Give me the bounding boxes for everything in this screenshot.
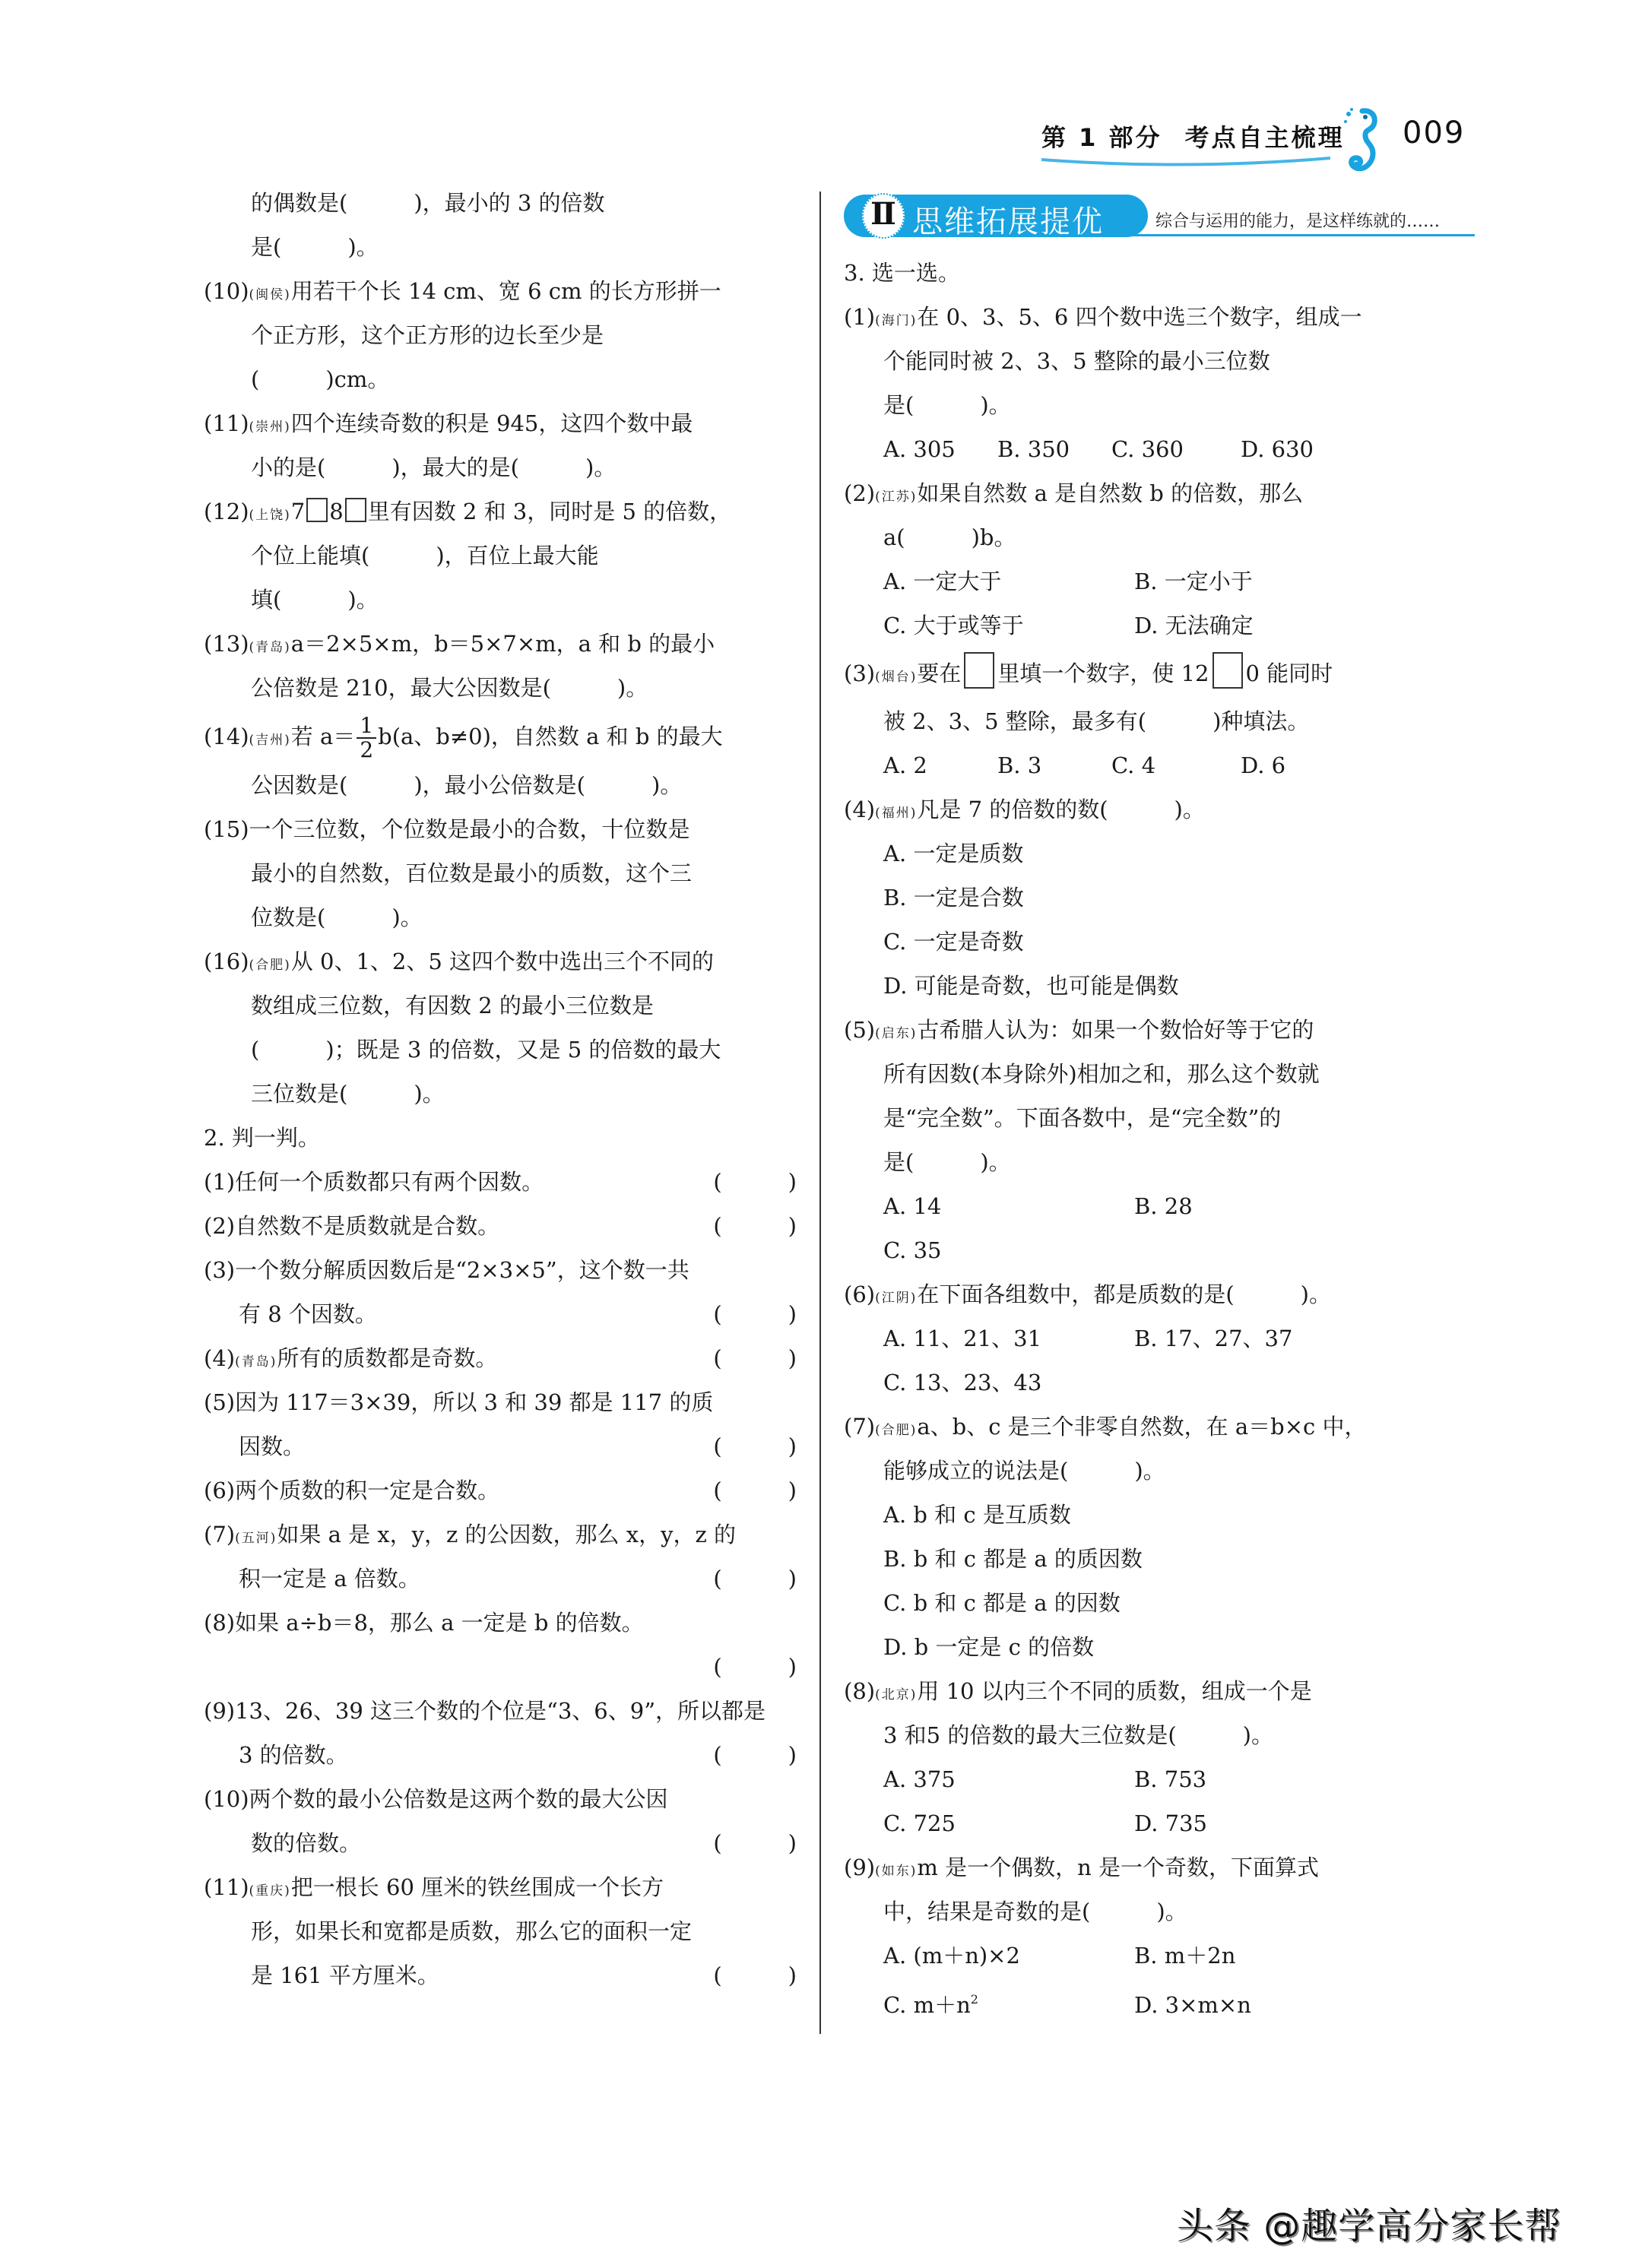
question-fill-10 xyxy=(204,269,797,401)
option-a[interactable]: A. 375 xyxy=(883,1766,956,1792)
page-header xyxy=(1041,114,1467,167)
choice-question-8 xyxy=(844,1669,1444,1845)
answer-bracket[interactable]: ( ) xyxy=(713,1169,797,1195)
choice-question-7 xyxy=(844,1405,1444,1669)
question-text: 如果 a÷b＝8，那么 a 一定是 b 的倍数。 xyxy=(235,1610,644,1636)
question-source: (北京) xyxy=(875,1687,918,1703)
fraction-denominator: 2 xyxy=(360,737,374,762)
question-text: 任何一个质数都只有两个因数。 xyxy=(235,1169,544,1195)
judge-item-3 xyxy=(204,1248,797,1336)
question-number: (10) xyxy=(204,278,249,304)
question-text: 8 xyxy=(329,499,344,524)
question-number: (10) xyxy=(204,1786,249,1812)
banner-subtitle: 综合与运用的能力，是这样练就的…… xyxy=(1155,212,1441,231)
answer-bracket[interactable]: ( ) xyxy=(713,1566,797,1592)
choice-question-4 xyxy=(844,787,1444,1008)
question-source: (福州) xyxy=(875,806,918,821)
question-number: (11) xyxy=(204,1874,249,1900)
question-text: 自然数不是质数就是合数。 xyxy=(235,1213,500,1239)
question-text: 形，如果长和宽都是质数，那么它的面积一定 xyxy=(251,1918,693,1944)
question-fill-15 xyxy=(204,807,797,939)
question-source: (上饶) xyxy=(249,508,291,523)
question-text: 是 161 平方厘米。 xyxy=(251,1962,439,1988)
question-text: a、b、c 是三个非零自然数，在 a＝b×c 中， xyxy=(917,1414,1367,1440)
section-title-choose: 3. 选一选。 xyxy=(844,260,960,286)
question-text: 3 和5 的倍数的最大三位数是( )。 xyxy=(883,1722,1273,1748)
answer-bracket[interactable]: ( ) xyxy=(713,1433,797,1459)
question-text: 若 a＝ xyxy=(290,724,356,749)
question-source: (合肥) xyxy=(875,1423,918,1438)
seahorse-icon xyxy=(1339,106,1382,175)
blank-box xyxy=(1212,652,1243,689)
option-d[interactable]: D. 735 xyxy=(1134,1810,1208,1836)
option-c-text: C. m＋n xyxy=(883,1992,971,2018)
section-banner xyxy=(844,195,1475,242)
question-text: 个能同时被 2、3、5 整除的最小三位数 xyxy=(883,348,1270,374)
question-text: 如果自然数 a 是自然数 b 的倍数，那么 xyxy=(917,480,1304,506)
question-number: (2) xyxy=(844,480,876,506)
question-number: (3) xyxy=(844,660,876,686)
option-c[interactable]: C. 13、23、43 xyxy=(883,1370,1042,1395)
fraction xyxy=(357,714,376,762)
question-text: 0 能同时 xyxy=(1245,660,1333,686)
choice-question-9 xyxy=(844,1845,1444,2022)
judge-item-4 xyxy=(204,1336,797,1380)
header-section: 考点自主梳理 xyxy=(1184,123,1345,152)
question-number: (9) xyxy=(204,1698,236,1724)
option-a[interactable]: A. (m＋n)×2 xyxy=(883,1943,1020,1969)
question-source: (江阴) xyxy=(875,1291,918,1306)
option-b[interactable]: B. 一定是合数 xyxy=(883,885,1024,911)
option-b[interactable]: B. 28 xyxy=(1134,1193,1193,1219)
question-text: 用 10 以内三个不同的质数，组成一个是 xyxy=(917,1678,1312,1704)
question-text: 所有因数(本身除外)相加之和，那么这个数就 xyxy=(883,1061,1320,1087)
question-text: 最小的自然数，百位数是最小的质数，这个三 xyxy=(251,860,693,886)
question-text: 一个数分解质因数后是“2×3×5”，这个数一共 xyxy=(235,1257,689,1283)
superscript: 2 xyxy=(970,1992,978,2007)
question-text: 用若干个长 14 cm、宽 6 cm 的长方形拼一 xyxy=(290,278,721,304)
judge-item-2 xyxy=(204,1204,797,1248)
question-text: 积一定是 a 倍数。 xyxy=(239,1566,420,1592)
option-c[interactable]: C. 360 xyxy=(1111,436,1184,462)
question-number: (2) xyxy=(204,1213,236,1239)
option-c[interactable]: C. 一定是奇数 xyxy=(883,929,1024,955)
answer-bracket[interactable]: ( ) xyxy=(713,1478,797,1503)
roman-numeral: Ⅱ xyxy=(870,196,896,232)
section-title-judge: 2. 判一判。 xyxy=(204,1125,320,1151)
question-text: 是( )。 xyxy=(883,392,1011,418)
judge-item-10 xyxy=(204,1777,797,1865)
question-text: 小的是( )，最大的是( )。 xyxy=(251,455,617,480)
question-text: a( )b。 xyxy=(883,524,1016,550)
option-a[interactable]: A. 305 xyxy=(883,436,956,462)
choice-question-5 xyxy=(844,1008,1444,1272)
option-b[interactable]: B. 350 xyxy=(997,436,1070,462)
judge-item-11 xyxy=(204,1865,797,1997)
question-text: 是“完全数”。下面各数中，是“完全数”的 xyxy=(883,1105,1282,1131)
question-number: (1) xyxy=(204,1169,236,1195)
question-text: 里有因数 2 和 3，同时是 5 的倍数， xyxy=(367,499,732,524)
question-text: 因为 117＝3×39，所以 3 和 39 都是 117 的质 xyxy=(235,1389,714,1415)
question-number: (14) xyxy=(204,724,249,749)
question-text: 填( )。 xyxy=(251,587,379,613)
question-source: (海门) xyxy=(875,313,918,328)
judge-item-9 xyxy=(204,1689,797,1777)
question-number: (6) xyxy=(844,1281,876,1307)
page-number: 009 xyxy=(1403,116,1466,150)
question-source: (合肥) xyxy=(249,958,291,973)
question-text: 被 2、3、5 整除，最多有( )种填法。 xyxy=(883,708,1310,734)
question-text: 两个数的最小公倍数是这两个数的最大公因 xyxy=(249,1786,668,1812)
question-text: 从 0、1、2、5 这四个数中选出三个不同的 xyxy=(290,949,715,974)
question-number: (4) xyxy=(204,1345,236,1371)
option-a[interactable]: A. b 和 c 是互质数 xyxy=(883,1502,1071,1528)
question-text: m 是一个偶数，n 是一个奇数，下面算式 xyxy=(917,1855,1319,1880)
left-column xyxy=(204,181,797,1997)
option-b[interactable]: B. 753 xyxy=(1134,1766,1207,1792)
question-text: 要在 xyxy=(917,660,962,686)
question-source: (江苏) xyxy=(875,489,918,505)
carry-over-line: 的偶数是( )，最小的 3 的倍数 xyxy=(251,190,605,216)
option-b[interactable]: B. 一定小于 xyxy=(1134,569,1253,594)
question-text: 公倍数是 210，最大公因数是( )。 xyxy=(251,675,648,701)
question-text: 在 0、3、5、6 四个数中选三个数字，组成一 xyxy=(917,304,1362,330)
fraction-numerator: 1 xyxy=(357,714,376,739)
header-part: 第 1 部分 xyxy=(1041,123,1162,152)
choice-question-3 xyxy=(844,648,1444,787)
right-column xyxy=(844,251,1444,2022)
question-text: 个位上能填( )，百位上最大能 xyxy=(251,543,599,569)
banner-underline xyxy=(1133,234,1475,236)
question-text: 如果 a 是 x，y，z 的公因数，那么 x，y，z 的 xyxy=(277,1522,736,1547)
question-number: (16) xyxy=(204,949,249,974)
banner-title: 思维拓展提优 xyxy=(912,204,1104,239)
option-c[interactable]: C. 35 xyxy=(883,1237,942,1263)
choice-question-2 xyxy=(844,471,1444,648)
judge-item-1 xyxy=(204,1160,797,1204)
option-c[interactable]: C. 4 xyxy=(1111,752,1156,778)
question-text: 一个三位数，个位数是最小的合数，十位数是 xyxy=(249,816,690,842)
question-text: 因数。 xyxy=(239,1433,306,1459)
question-text: 数组成三位数，有因数 2 的最小三位数是 xyxy=(251,993,654,1018)
question-number: (11) xyxy=(204,410,249,436)
carry-over-line: 是( )。 xyxy=(251,234,379,260)
question-text: b(a、b≠0)，自然数 a 和 b 的最大 xyxy=(378,724,723,749)
option-d[interactable]: D. b 一定是 c 的倍数 xyxy=(883,1634,1095,1660)
question-text: 把一根长 60 厘米的铁丝围成一个长方 xyxy=(290,1874,664,1900)
answer-bracket[interactable]: ( ) xyxy=(713,1962,797,1988)
option-d[interactable]: D. 6 xyxy=(1241,752,1286,778)
watermark: 头条 @趣学高分家长帮 xyxy=(1177,2205,1562,2247)
question-fill-12 xyxy=(204,489,797,622)
question-number: (6) xyxy=(204,1478,236,1503)
question-text: 公因数是( )，最小公倍数是( )。 xyxy=(251,772,683,798)
question-number: (9) xyxy=(844,1855,876,1880)
question-source: (五河) xyxy=(235,1531,277,1546)
answer-bracket[interactable]: ( ) xyxy=(713,1345,797,1371)
option-d[interactable]: D. 3×m×n xyxy=(1134,1992,1251,2018)
question-text: ( )；既是 3 的倍数，又是 5 的倍数的最大 xyxy=(251,1037,721,1063)
question-text: 四个连续奇数的积是 945，这四个数中最 xyxy=(290,410,693,436)
choice-question-6 xyxy=(844,1272,1444,1405)
option-c[interactable]: C. 大于或等于 xyxy=(883,613,1024,638)
question-text: 位数是( )。 xyxy=(251,904,423,930)
question-text: 7 xyxy=(290,499,306,524)
question-fill-13 xyxy=(204,622,797,710)
question-number: (15) xyxy=(204,816,249,842)
blank-box xyxy=(345,498,366,522)
option-d[interactable]: D. 可能是奇数，也可能是偶数 xyxy=(883,973,1179,999)
question-source: (如东) xyxy=(875,1864,918,1879)
question-text: 里填一个数字，使 12 xyxy=(997,660,1209,686)
option-c[interactable] xyxy=(883,1978,1134,2027)
question-source: (烟台) xyxy=(875,670,918,685)
question-text: 是( )。 xyxy=(883,1149,1011,1175)
question-text: 有 8 个因数。 xyxy=(239,1301,377,1327)
question-text: 中，结果是奇数的是( )。 xyxy=(883,1899,1187,1924)
judge-item-6 xyxy=(204,1468,797,1513)
question-text: 凡是 7 的倍数的数( )。 xyxy=(917,797,1205,822)
answer-bracket[interactable]: ( ) xyxy=(713,1830,797,1856)
option-b[interactable]: B. b 和 c 都是 a 的质因数 xyxy=(883,1546,1143,1572)
question-text: ( )cm。 xyxy=(251,366,390,392)
blank-box xyxy=(306,498,328,522)
question-text: 两个质数的积一定是合数。 xyxy=(235,1478,500,1503)
option-a[interactable]: A. 一定是质数 xyxy=(883,841,1024,866)
question-number: (7) xyxy=(844,1414,876,1440)
question-text: 所有的质数都是奇数。 xyxy=(277,1345,498,1371)
answer-bracket[interactable]: ( ) xyxy=(713,1301,797,1327)
blank-box xyxy=(964,652,994,689)
question-source: (吉州) xyxy=(249,733,291,748)
question-number: (12) xyxy=(204,499,249,524)
option-b[interactable]: B. 3 xyxy=(997,752,1042,778)
answer-bracket[interactable]: ( ) xyxy=(713,1213,797,1239)
option-c[interactable]: C. b 和 c 都是 a 的因数 xyxy=(883,1590,1121,1616)
question-number: (3) xyxy=(204,1257,236,1283)
answer-bracket[interactable]: ( ) xyxy=(713,1654,797,1680)
question-fill-11 xyxy=(204,401,797,489)
question-number: (1) xyxy=(844,304,876,330)
question-fill-14 xyxy=(204,710,797,807)
question-source: (启东) xyxy=(875,1026,918,1041)
question-number: (13) xyxy=(204,631,249,657)
question-text: 古希腊人认为：如果一个数恰好等于它的 xyxy=(917,1017,1314,1043)
question-number: (7) xyxy=(204,1522,236,1547)
question-number: (5) xyxy=(204,1389,236,1415)
question-number: (4) xyxy=(844,797,876,822)
question-text: 三位数是( )。 xyxy=(251,1081,445,1107)
question-source: (青岛) xyxy=(235,1354,277,1370)
option-c[interactable]: C. 725 xyxy=(883,1810,956,1836)
question-text: 数的倍数。 xyxy=(251,1830,362,1856)
question-text: 在下面各组数中，都是质数的是( )。 xyxy=(917,1281,1331,1307)
judge-item-8 xyxy=(204,1601,797,1689)
option-b[interactable]: B. m＋2n xyxy=(1134,1943,1236,1969)
header-title xyxy=(1041,119,1345,154)
question-text: 3 的倍数。 xyxy=(239,1742,348,1768)
header-swoosh-decoration xyxy=(1041,157,1330,167)
option-a[interactable]: A. 14 xyxy=(883,1193,942,1219)
question-fill-16 xyxy=(204,939,797,1116)
question-source: (崇州) xyxy=(249,420,291,435)
answer-bracket[interactable]: ( ) xyxy=(713,1742,797,1768)
question-text: a＝2×5×m，b＝5×7×m，a 和 b 的最小 xyxy=(290,631,715,657)
choice-question-1 xyxy=(844,295,1444,471)
column-divider xyxy=(819,192,821,2034)
question-text: 个正方形，这个正方形的边长至少是 xyxy=(251,322,604,348)
judge-item-7 xyxy=(204,1513,797,1601)
option-d[interactable]: D. 无法确定 xyxy=(1134,613,1254,638)
question-source: (闽侯) xyxy=(249,287,291,303)
question-number: (8) xyxy=(844,1678,876,1704)
question-source: (重庆) xyxy=(249,1883,291,1899)
question-number: (5) xyxy=(844,1017,876,1043)
option-a[interactable]: A. 11、21、31 xyxy=(883,1326,1042,1351)
option-b[interactable]: B. 17、27、37 xyxy=(1134,1326,1293,1351)
question-text: 13、26、39 这三个数的个位是“3、6、9”，所以都是 xyxy=(235,1698,766,1724)
option-a[interactable]: A. 2 xyxy=(883,752,927,778)
judge-item-5 xyxy=(204,1380,797,1468)
option-d[interactable]: D. 630 xyxy=(1241,436,1314,462)
question-text: 能够成立的说法是( )。 xyxy=(883,1458,1165,1484)
question-source: (青岛) xyxy=(249,640,291,655)
question-number: (8) xyxy=(204,1610,236,1636)
option-a[interactable]: A. 一定大于 xyxy=(883,569,1002,594)
